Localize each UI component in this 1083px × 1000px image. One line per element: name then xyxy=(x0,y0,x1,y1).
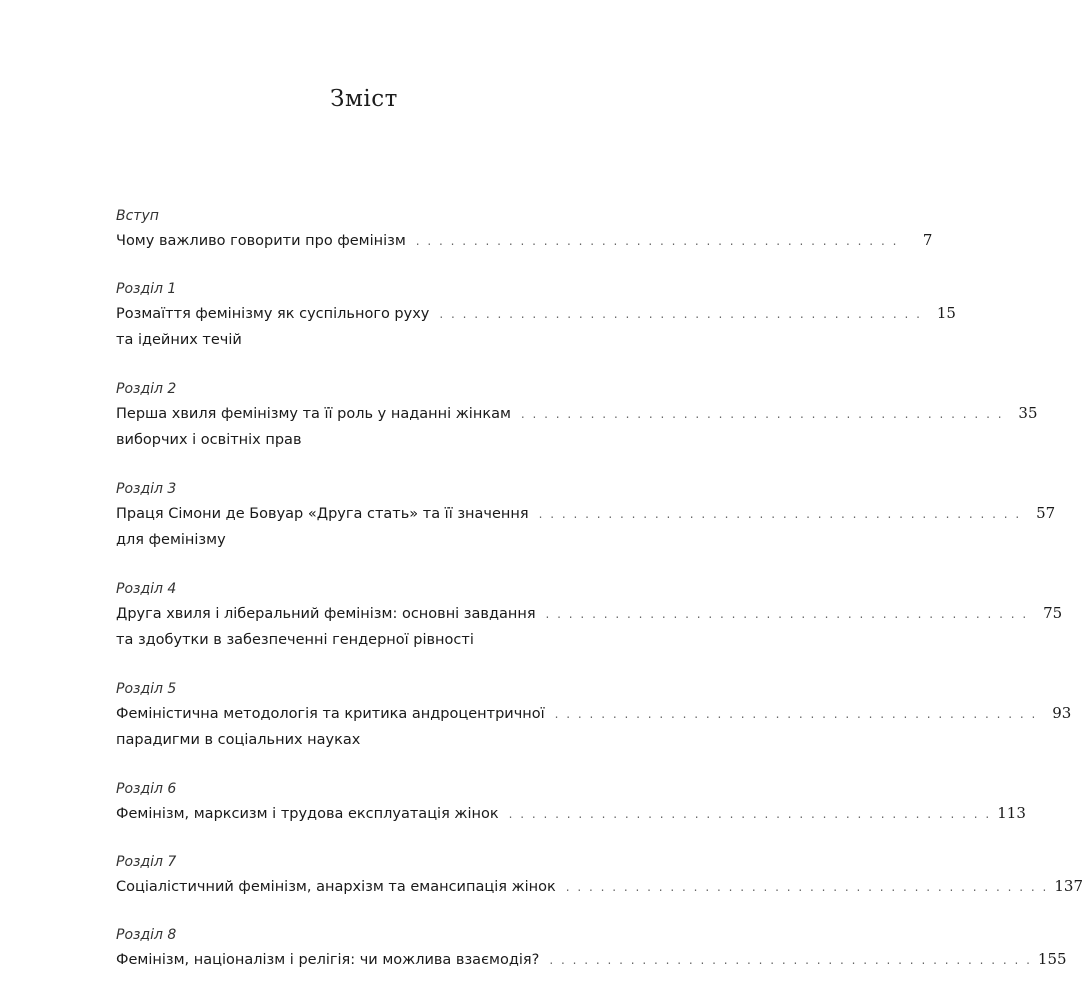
entry-title-line xyxy=(116,946,1067,973)
section-label: Розділ 8 xyxy=(116,927,177,943)
page-number: 35 xyxy=(1018,404,1038,422)
page-number: 75 xyxy=(1043,604,1063,622)
section-label: Розділ 3 xyxy=(116,481,177,497)
table-of-contents xyxy=(116,205,1083,997)
section-label: Розділ 5 xyxy=(116,681,177,697)
page-number: 7 xyxy=(922,231,933,249)
section-label: Розділ 2 xyxy=(116,381,177,397)
page-number: 57 xyxy=(1036,504,1056,522)
entry-title-line xyxy=(116,300,956,327)
dot-leader: . . . . . . . . . . . . . . . . . . . . . . . . . . . . . . . . . . . . . . . . . . xyxy=(439,307,922,321)
page-number: 93 xyxy=(1052,704,1072,722)
entry-title-line xyxy=(116,600,1063,627)
page-number: 113 xyxy=(997,804,1026,822)
entry-title: Фемінізм, марксизм і трудова експлуатація жінок xyxy=(116,806,499,822)
entry-title-line xyxy=(116,800,1026,827)
toc-entry-chapter-5 xyxy=(116,678,1072,754)
toc-entry-chapter-2 xyxy=(116,378,1038,454)
entry-title: Соціалістичний фемінізм, анархізм та емансипація жінок xyxy=(116,879,556,895)
toc-entry-chapter-8 xyxy=(116,924,1067,973)
entry-title-line xyxy=(116,500,1056,527)
entry-title-line xyxy=(116,700,1072,727)
section-label: Розділ 7 xyxy=(116,854,177,870)
toc-entry-chapter-6 xyxy=(116,778,1026,827)
entry-title-line xyxy=(116,400,1038,427)
toc-entry-chapter-4 xyxy=(116,578,1063,654)
entry-title: Феміністична методологія та критика андроцентричної xyxy=(116,706,545,722)
entry-title-line xyxy=(116,227,933,254)
section-label: Розділ 1 xyxy=(116,281,177,297)
entry-title: Фемінізм, націоналізм і релігія: чи можлива взаємодія? xyxy=(116,952,540,968)
dot-leader: . . . . . . . . . . . . . . . . . . . . . . . . . . . . . . . . . . . . . . . . . . xyxy=(508,807,992,821)
entry-title: Розмаїття фемінізму як суспільного руху xyxy=(116,306,430,322)
page-title: Зміст xyxy=(330,86,398,112)
page-number: 15 xyxy=(936,304,956,322)
section-label: Розділ 6 xyxy=(116,781,177,797)
entry-title: Друга хвиля і ліберальний фемінізм: основні завдання xyxy=(116,606,536,622)
page-number: 155 xyxy=(1037,950,1067,968)
entry-title-line xyxy=(116,873,1083,900)
entry-title-continuation: та ідейних течій xyxy=(116,332,242,348)
dot-leader: . . . . . . . . . . . . . . . . . . . . . . . . . . . . . . . . . . . . . . . . . . xyxy=(549,953,1032,967)
entry-title-continuation: та здобутки в забезпеченні гендерної рівності xyxy=(116,632,474,648)
dot-leader: . . . . . . . . . . . . . . . . . . . . . . . . . . . . . . . . . . . . . . . . . . xyxy=(538,507,1022,521)
toc-entry-intro xyxy=(116,205,933,254)
dot-leader: . . . . . . . . . . . . . . . . . . . . . . . . . . . . . . . . . . . . . . . . . . xyxy=(565,880,1049,894)
section-label: Розділ 4 xyxy=(116,581,177,597)
entry-title-continuation: парадигми в соціальних науках xyxy=(116,732,361,748)
toc-entry-chapter-1 xyxy=(116,278,956,354)
entry-title-continuation: виборчих і освітніх прав xyxy=(116,432,302,448)
dot-leader: . . . . . . . . . . . . . . . . . . . . . . . . . . . . . . . . . . . . . . . . . . xyxy=(415,234,899,248)
page-number: 137 xyxy=(1054,877,1083,895)
section-label: Вступ xyxy=(116,208,159,224)
entry-title-continuation: для фемінізму xyxy=(116,532,226,548)
dot-leader: . . . . . . . . . . . . . . . . . . . . . . . . . . . . . . . . . . . . . . . . . . xyxy=(520,407,1004,421)
toc-entry-chapter-7 xyxy=(116,851,1083,900)
entry-title: Чому важливо говорити про фемінізм xyxy=(116,233,406,249)
toc-entry-chapter-3 xyxy=(116,478,1056,554)
entry-title: Перша хвиля фемінізму та її роль у наданні жінкам xyxy=(116,406,511,422)
dot-leader: . . . . . . . . . . . . . . . . . . . . . . . . . . . . . . . . . . . . . . . . . . xyxy=(554,707,1038,721)
dot-leader: . . . . . . . . . . . . . . . . . . . . . . . . . . . . . . . . . . . . . . . . . . xyxy=(545,607,1029,621)
entry-title: Праця Сімони де Бовуар «Друга стать» та її значення xyxy=(116,506,529,522)
